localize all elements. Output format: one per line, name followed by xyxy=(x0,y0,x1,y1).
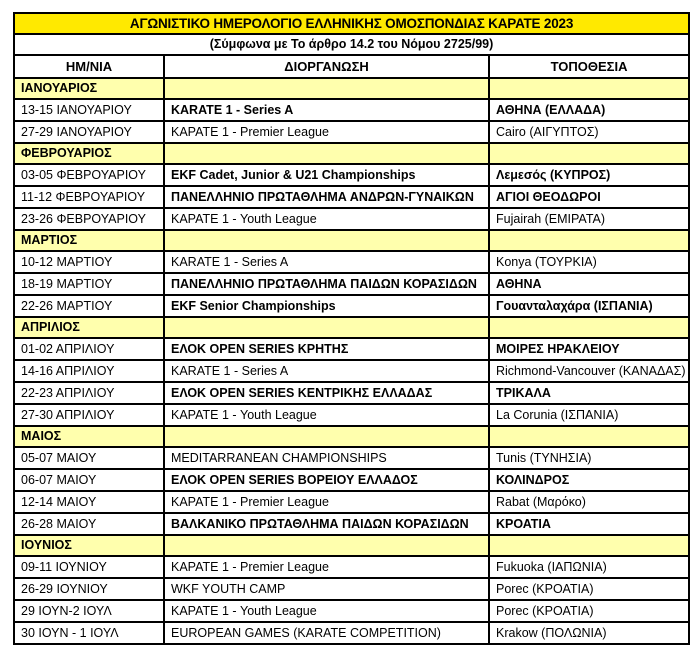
month-label: ΙΟΥΝΙΟΣ xyxy=(14,535,164,556)
event-name-cell: WKF YOUTH CAMP xyxy=(164,578,489,600)
event-date-cell: 11-12 ΦΕΒΡΟΥΑΡΙΟΥ xyxy=(14,186,164,208)
event-name-cell: EKF Cadet, Junior & U21 Championships xyxy=(164,164,489,186)
month-label: ΑΠΡΙΛΙΟΣ xyxy=(14,317,164,338)
event-name-cell: ΚΑΡΑΤΕ 1 - Premier League xyxy=(164,491,489,513)
event-date-cell: 06-07 ΜΑΙΟΥ xyxy=(14,469,164,491)
event-location-cell: Porec (ΚΡΟΑΤΙΑ) xyxy=(489,600,689,622)
column-header-row xyxy=(14,55,689,78)
event-name-cell: EUROPEAN GAMES (KARATE COMPETITION) xyxy=(164,622,489,644)
month-row xyxy=(14,78,689,99)
event-location-cell: Konya (ΤΟΥΡΚΙΑ) xyxy=(489,251,689,273)
event-date-cell: 27-29 ΙΑΝΟΥΑΡΙΟΥ xyxy=(14,121,164,143)
event-name-cell: KARATE 1 - Series A xyxy=(164,99,489,121)
event-name-cell: ΕΛΟΚ OPEN SERIES ΚΕΝΤΡΙΚΗΣ ΕΛΛΑΔΑΣ xyxy=(164,382,489,404)
month-empty-location-cell xyxy=(489,230,689,251)
event-date-cell: 03-05 ΦΕΒΡΟΥΑΡΙΟΥ xyxy=(14,164,164,186)
title-row xyxy=(14,13,689,34)
event-date-cell: 18-19 ΜΑΡΤΙΟΥ xyxy=(14,273,164,295)
event-row xyxy=(14,382,689,404)
event-date-cell: 29 ΙΟΥΝ-2 ΙΟΥΛ xyxy=(14,600,164,622)
event-name-cell: KARATE 1 - Series A xyxy=(164,360,489,382)
event-location-cell: ΑΘΗΝΑ (ΕΛΛΑΔΑ) xyxy=(489,99,689,121)
event-location-cell: Richmond-Vancouver (ΚΑΝΑΔΑΣ) xyxy=(489,360,689,382)
event-date-cell: 14-16 ΑΠΡΙΛΙΟΥ xyxy=(14,360,164,382)
event-location-cell: Cairo (ΑΙΓΥΠΤΟΣ) xyxy=(489,121,689,143)
month-row xyxy=(14,230,689,251)
event-row xyxy=(14,404,689,426)
event-name-cell: ΚΑΡΑΤΕ 1 - Youth League xyxy=(164,404,489,426)
month-label: ΜΑΙΟΣ xyxy=(14,426,164,447)
month-empty-location-cell xyxy=(489,426,689,447)
month-label: ΦΕΒΡΟΥΑΡΙΟΣ xyxy=(14,143,164,164)
event-row xyxy=(14,469,689,491)
event-date-cell: 23-26 ΦΕΒΡΟΥΑΡΙΟΥ xyxy=(14,208,164,230)
event-row xyxy=(14,273,689,295)
event-row xyxy=(14,99,689,121)
event-row xyxy=(14,251,689,273)
event-row xyxy=(14,164,689,186)
event-location-cell: ΑΘΗΝΑ xyxy=(489,273,689,295)
event-location-cell: Krakow (ΠΟΛΩΝΙΑ) xyxy=(489,622,689,644)
event-location-cell: Γουανταλαχάρα (ΙΣΠΑΝΙΑ) xyxy=(489,295,689,317)
event-name-cell: ΠΑΝΕΛΛΗΝΙΟ ΠΡΩΤΑΘΛΗΜΑ ΑΝΔΡΩΝ-ΓΥΝΑΙΚΩΝ xyxy=(164,186,489,208)
event-date-cell: 30 ΙΟΥΝ - 1 ΙΟΥΛ xyxy=(14,622,164,644)
event-row xyxy=(14,556,689,578)
event-location-cell: Λεμεσός (ΚΥΠΡΟΣ) xyxy=(489,164,689,186)
month-row xyxy=(14,426,689,447)
event-location-cell: Rabat (Μαρόκο) xyxy=(489,491,689,513)
event-name-cell: ΚΑΡΑΤΕ 1 - Premier League xyxy=(164,121,489,143)
event-row xyxy=(14,186,689,208)
event-row xyxy=(14,338,689,360)
event-name-cell: MEDITARRANEAN CHAMPIONSHIPS xyxy=(164,447,489,469)
event-name-cell: ΚΑΡΑΤΕ 1 - Youth League xyxy=(164,600,489,622)
month-empty-location-cell xyxy=(489,535,689,556)
page-subtitle: (Σύμφωνα με Το άρθρο 14.2 του Νόμου 2725/99) xyxy=(14,34,689,55)
event-location-cell: Tunis (ΤΥΝΗΣΙΑ) xyxy=(489,447,689,469)
column-header-date: ΗΜ/ΝΙΑ xyxy=(14,55,164,78)
month-row xyxy=(14,317,689,338)
event-name-cell: ΕΛΟΚ OPEN SERIES ΚΡΗΤΗΣ xyxy=(164,338,489,360)
event-date-cell: 09-11 ΙΟΥΝΙΟΥ xyxy=(14,556,164,578)
month-empty-event-cell xyxy=(164,317,489,338)
event-row xyxy=(14,622,689,644)
event-row xyxy=(14,600,689,622)
event-location-cell: ΚΡΟΑΤΙΑ xyxy=(489,513,689,535)
month-label: ΙΑΝΟΥΑΡΙΟΣ xyxy=(14,78,164,99)
event-location-cell: Fukuoka (ΙΑΠΩΝΙΑ) xyxy=(489,556,689,578)
calendar-body xyxy=(14,78,689,644)
event-name-cell: EKF Senior Championships xyxy=(164,295,489,317)
month-empty-event-cell xyxy=(164,426,489,447)
event-location-cell: ΚΟΛΙΝΔΡΟΣ xyxy=(489,469,689,491)
event-date-cell: 27-30 ΑΠΡΙΛΙΟΥ xyxy=(14,404,164,426)
event-date-cell: 26-29 ΙΟΥΝΙΟΥ xyxy=(14,578,164,600)
month-empty-event-cell xyxy=(164,78,489,99)
event-row xyxy=(14,295,689,317)
month-empty-event-cell xyxy=(164,535,489,556)
event-name-cell: ΠΑΝΕΛΛΗΝΙΟ ΠΡΩΤΑΘΛΗΜΑ ΠΑΙΔΩΝ ΚΟΡΑΣΙΔΩΝ xyxy=(164,273,489,295)
event-row xyxy=(14,360,689,382)
event-date-cell: 05-07 ΜΑΙΟΥ xyxy=(14,447,164,469)
event-date-cell: 10-12 ΜΑΡΤΙΟΥ xyxy=(14,251,164,273)
event-date-cell: 13-15 ΙΑΝΟΥΑΡΙΟΥ xyxy=(14,99,164,121)
event-row xyxy=(14,578,689,600)
event-row xyxy=(14,121,689,143)
month-empty-location-cell xyxy=(489,317,689,338)
event-name-cell: ΚΑΡΑΤΕ 1 - Premier League xyxy=(164,556,489,578)
event-date-cell: 22-23 ΑΠΡΙΛΙΟΥ xyxy=(14,382,164,404)
event-location-cell: Fujairah (ΕΜΙΡΑΤΑ) xyxy=(489,208,689,230)
event-row xyxy=(14,208,689,230)
event-date-cell: 22-26 ΜΑΡΤΙΟΥ xyxy=(14,295,164,317)
month-row xyxy=(14,143,689,164)
karate-calendar-table xyxy=(13,12,690,645)
column-header-event: ΔΙΟΡΓΑΝΩΣΗ xyxy=(164,55,489,78)
month-empty-event-cell xyxy=(164,143,489,164)
event-name-cell: ΕΛΟΚ OPEN SERIES ΒΟΡΕΙΟΥ ΕΛΛΑΔΟΣ xyxy=(164,469,489,491)
event-location-cell: ΜΟΙΡΕΣ ΗΡΑΚΛΕΙΟΥ xyxy=(489,338,689,360)
event-date-cell: 26-28 ΜΑΙΟΥ xyxy=(14,513,164,535)
event-row xyxy=(14,491,689,513)
month-empty-location-cell xyxy=(489,78,689,99)
event-location-cell: ΑΓΙΟΙ ΘΕΟΔΩΡΟΙ xyxy=(489,186,689,208)
month-row xyxy=(14,535,689,556)
event-location-cell: La Corunia (ΙΣΠΑΝΙΑ) xyxy=(489,404,689,426)
page-title: ΑΓΩΝΙΣΤΙΚΟ ΗΜΕΡΟΛΟΓΙΟ ΕΛΛΗΝΙΚΗΣ ΟΜΟΣΠΟΝΔΙΑΣ ΚΑΡΑΤΕ 2023 xyxy=(14,13,689,34)
event-name-cell: ΒΑΛΚΑΝΙΚΟ ΠΡΩΤΑΘΛΗΜΑ ΠΑΙΔΩΝ ΚΟΡΑΣΙΔΩΝ xyxy=(164,513,489,535)
column-header-location: ΤΟΠΟΘΕΣΙΑ xyxy=(489,55,689,78)
event-date-cell: 01-02 ΑΠΡΙΛΙΟΥ xyxy=(14,338,164,360)
month-label: ΜΑΡΤΙΟΣ xyxy=(14,230,164,251)
event-row xyxy=(14,513,689,535)
month-empty-location-cell xyxy=(489,143,689,164)
subtitle-row xyxy=(14,34,689,55)
event-location-cell: ΤΡΙΚΑΛΑ xyxy=(489,382,689,404)
event-date-cell: 12-14 ΜΑΙΟΥ xyxy=(14,491,164,513)
event-name-cell: ΚΑΡΑΤΕ 1 - Youth League xyxy=(164,208,489,230)
event-name-cell: KARATE 1 - Series A xyxy=(164,251,489,273)
event-row xyxy=(14,447,689,469)
month-empty-event-cell xyxy=(164,230,489,251)
event-location-cell: Porec (ΚΡΟΑΤΙΑ) xyxy=(489,578,689,600)
